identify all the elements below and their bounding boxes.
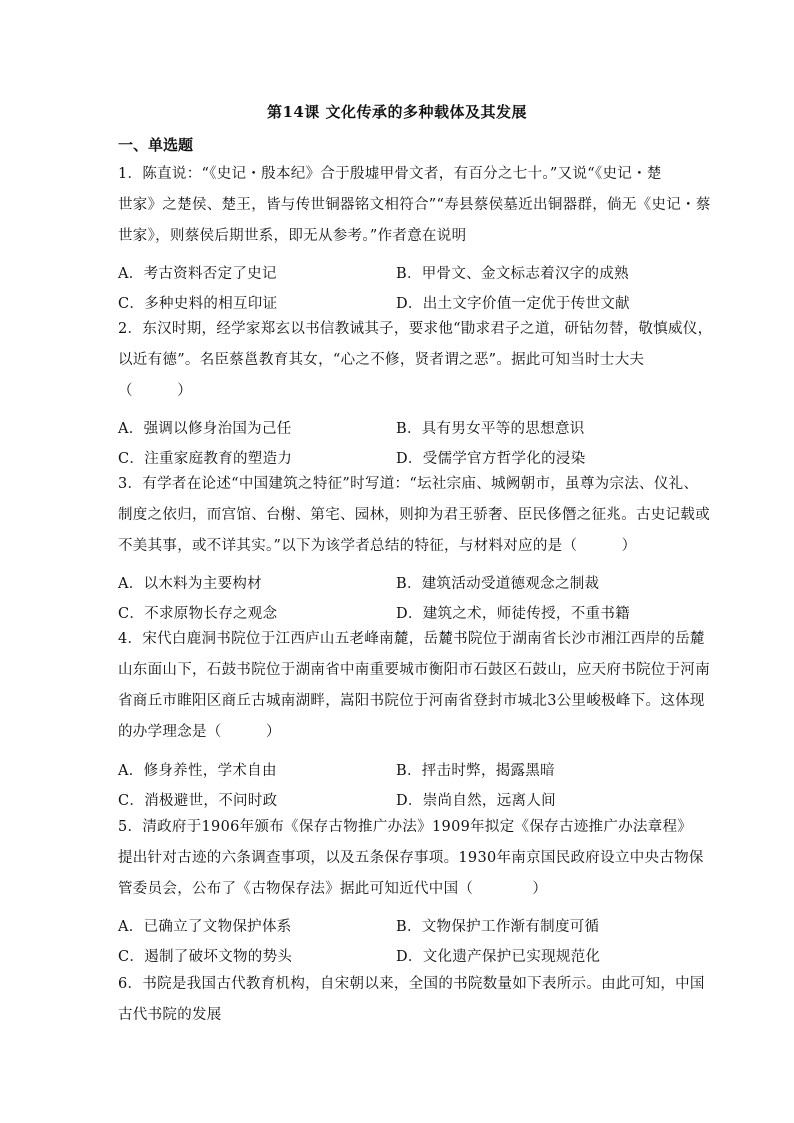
question-1-option-c: C．多种史料的相互印证 xyxy=(118,296,278,312)
question-line: 5．清政府于1906年颁布《保存古物推广办法》1909年拟定《保存古迹推广办法章程》 xyxy=(118,819,693,835)
question-2-option-d: D．受儒学官方哲学化的浸染 xyxy=(396,451,586,467)
question-1-option-d: D．出土文字价值一定优于传世文献 xyxy=(396,296,630,312)
question-line: 的办学理念是（ ） xyxy=(118,724,281,740)
question-line: 以近有德”。名臣蔡邕教育其女，“心之不修，贤者谓之恶”。据此可知当时士大夫 xyxy=(118,352,645,368)
question-line: 制度之依归，而宫馆、台榭、第宅、园林，则抑为君王骄奢、臣民侈僭之征兆。古史记载或 xyxy=(118,507,710,523)
question-line: 古代书院的发展 xyxy=(118,1007,222,1023)
question-4-option-c: C．消极避世，不问时政 xyxy=(118,793,278,809)
question-line: 省商丘市睢阳区商丘古城南湖畔，嵩阳书院位于河南省登封市城北3公里峻极峰下。这体现 xyxy=(118,693,705,709)
question-line: 不美其事，或不详其实。”以下为该学者总结的特征，与材料对应的是（ ） xyxy=(118,538,637,554)
question-1-option-a: A．考古资料否定了史记 xyxy=(118,266,277,282)
question-5-option-b: B．文物保护工作渐有制度可循 xyxy=(396,919,600,935)
question-6-stem xyxy=(118,969,705,1031)
question-3-option-d: D．建筑之术，师徒传授，不重书籍 xyxy=(396,606,630,622)
question-2-option-a: A．强调以修身治国为己任 xyxy=(118,421,292,437)
question-5-option-d: D．文化遗产保护已实现规范化 xyxy=(396,949,601,965)
question-1-option-b: B．甲骨文、金文标志着汉字的成熟 xyxy=(396,266,629,282)
question-2-option-b: B．具有男女平等的思想意识 xyxy=(396,421,585,437)
lesson-title: 第14课 文化传承的多种载体及其发展 xyxy=(266,103,528,121)
question-3-option-a: A．以木料为主要构材 xyxy=(118,576,262,592)
question-3-option-c: C．不求原物长存之观念 xyxy=(118,606,278,622)
question-line: 管委员会，公布了《古物保存法》据此可知近代中国（ ） xyxy=(118,881,548,897)
question-line: 世家》之楚侯、楚王，皆与传世铜器铭文相符合”“寿县蔡侯墓近出铜器群，倘无《史记・蔡 xyxy=(118,197,711,213)
question-line: 提出针对古迹的六条调查事项，以及五条保存事项。1930年南京国民政府设立中央古物保 xyxy=(118,850,704,866)
question-3-stem xyxy=(118,469,710,562)
question-line: 2．东汉时期，经学家郑玄以书信教诫其子，要求他“勖求君子之道，研钻勿替，敬慎威仪， xyxy=(118,321,713,337)
question-5-option-c: C．遏制了破坏文物的势头 xyxy=(118,949,293,965)
answer-blank: （ ） xyxy=(118,383,192,399)
question-2-stem xyxy=(118,314,713,407)
question-5-stem xyxy=(118,812,704,905)
question-line: 3．有学者在论述“中国建筑之特征”时写道：“坛社宗庙、城阙朝市，虽尊为宗法、仪礼、 xyxy=(118,476,699,492)
question-4-option-d: D．崇尚自然，远离人间 xyxy=(396,793,556,809)
question-line: 6．书院是我国古代教育机构，自宋朝以来，全国的书院数量如下表所示。由此可知，中国 xyxy=(118,976,705,992)
question-line: 4．宋代白鹿洞书院位于江西庐山五老峰南麓，岳麓书院位于湖南省长沙市湘江西岸的岳麓 xyxy=(118,631,705,647)
question-line: 世家》，则蔡侯后期世系，即无从参考。”作者意在说明 xyxy=(118,228,467,244)
question-4-stem xyxy=(118,624,710,748)
question-4-option-a: A．修身养性，学术自由 xyxy=(118,763,277,779)
question-line: 1．陈直说：“《史记・殷本纪》合于殷墟甲骨文者，有百分之七十。”又说“《史记・楚 xyxy=(118,166,662,182)
question-2-option-c: C．注重家庭教育的塑造力 xyxy=(118,451,293,467)
question-4-option-b: B．抨击时弊，揭露黑暗 xyxy=(396,763,555,779)
question-3-option-b: B．建筑活动受道德观念之制裁 xyxy=(396,576,600,592)
question-line: 山东面山下，石鼓书院位于湖南省中南重要城市衡阳市石鼓区石鼓山，应天府书院位于河南 xyxy=(118,662,710,678)
question-1-stem xyxy=(118,159,711,252)
section-heading: 一、单选题 xyxy=(118,136,194,154)
question-5-option-a: A．已确立了文物保护体系 xyxy=(118,919,292,935)
